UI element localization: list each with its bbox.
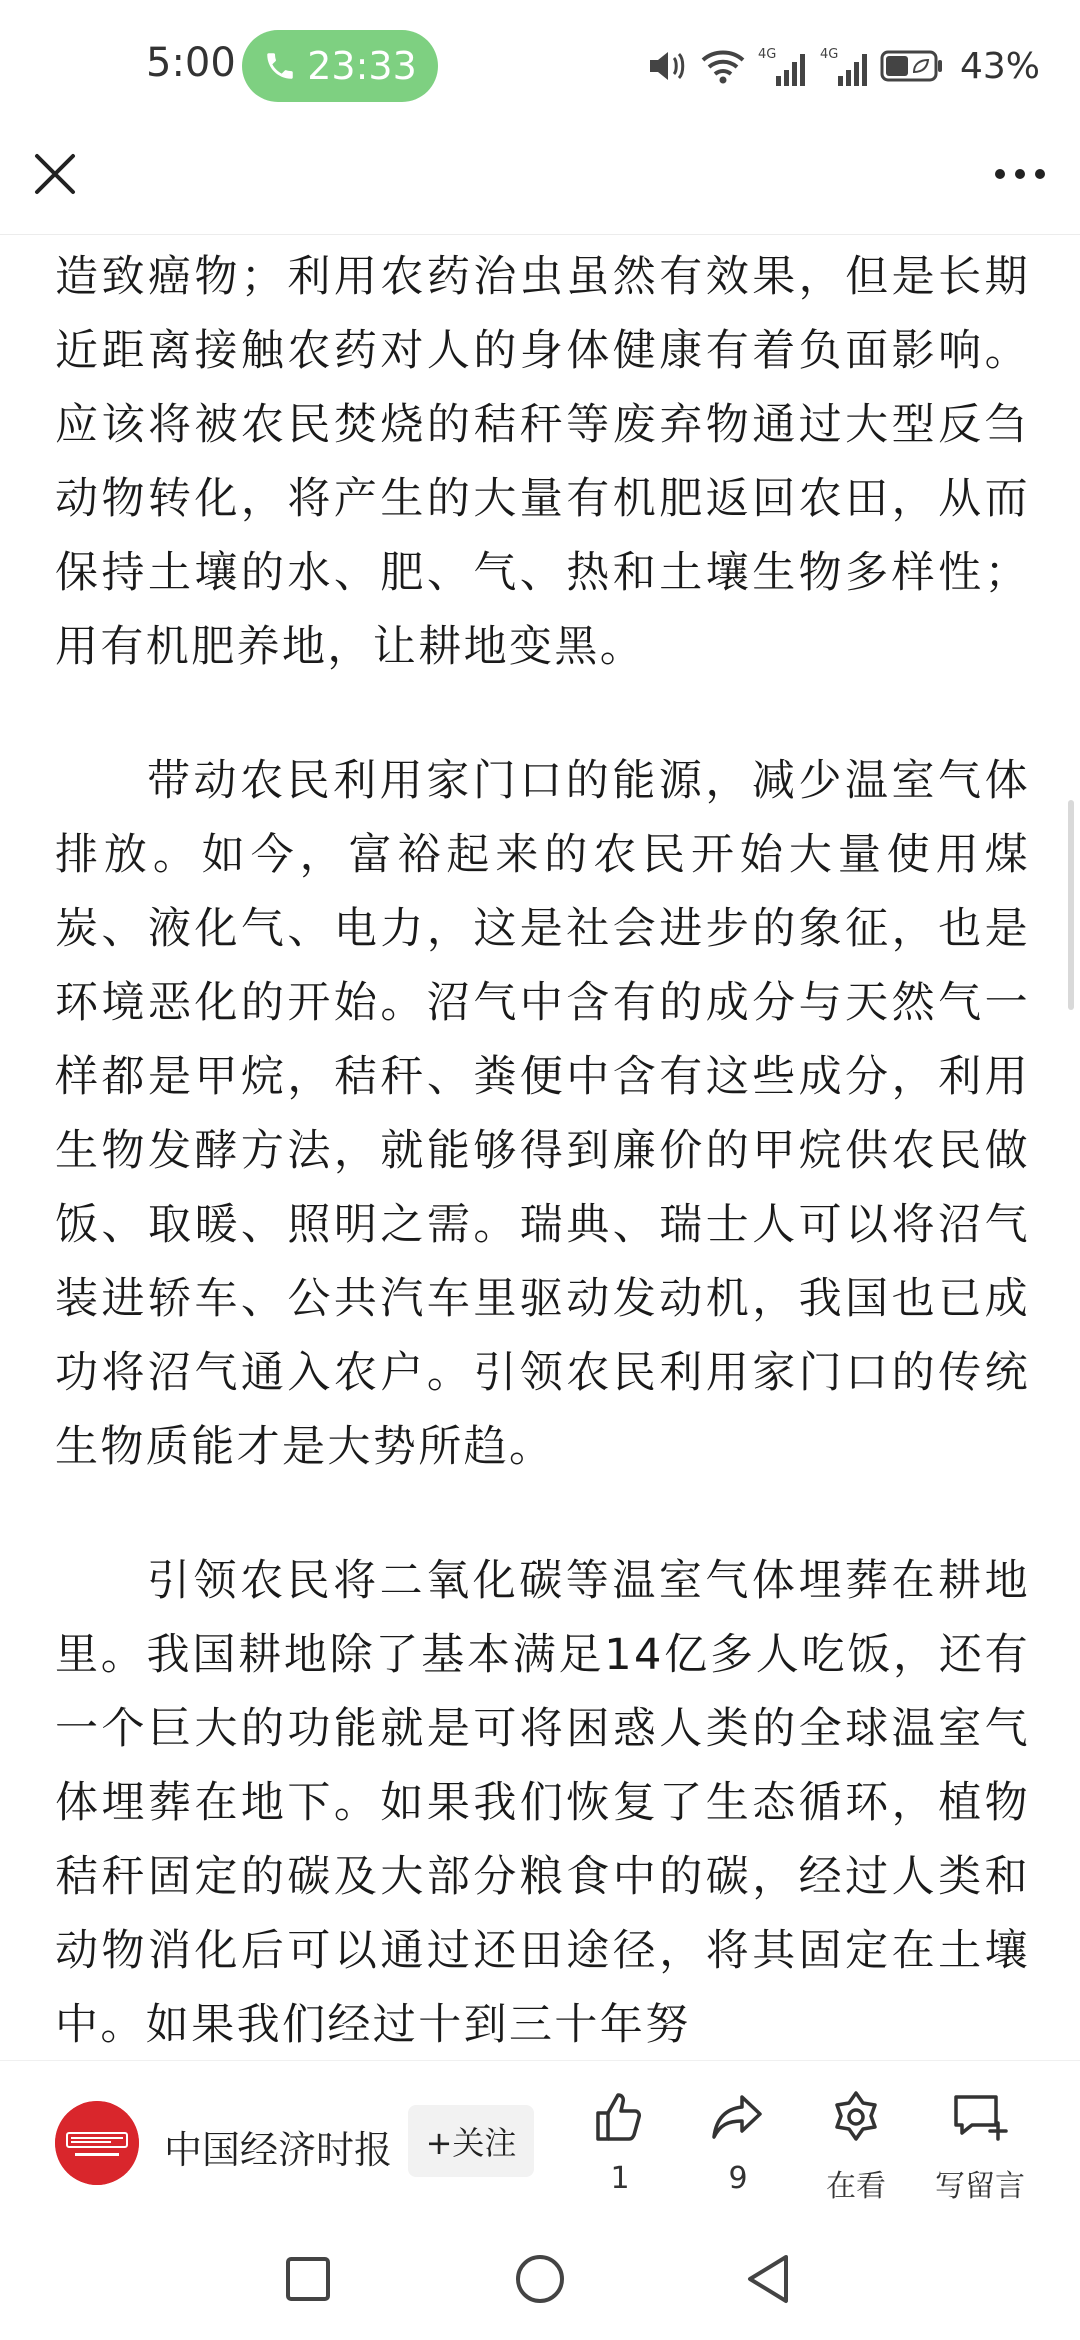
top-nav: [0, 135, 1080, 235]
system-nav-bar: [0, 2220, 1080, 2340]
watching-button[interactable]: [801, 2089, 911, 2209]
like-button[interactable]: [565, 2089, 675, 2209]
square-icon: [284, 2255, 332, 2303]
signal-icon-sim1: [756, 44, 808, 88]
recent-apps-button[interactable]: [273, 2244, 343, 2314]
speaker-icon: [646, 46, 690, 86]
article-paragraph: 带动农民利用家门口的能源，减少温室气体排放。如今，富裕起来的农民开始大量使用煤炭、液化气、电力，这是社会进步的象征，也是环境恶化的开始。沼气中含有的成分与天然气一样都是甲烷，秸秆、粪便中含有这些成分，利用生物发酵方法，就能够得到廉价的甲烷供农民做饭、取暖、照明之需。瑞典、瑞士人可以将沼气装进轿车、公共汽车里驱动发动机，我国也已成功将沼气通入农户。引领农民利用家门口的传统生物质能才是大势所趋。: [55, 756, 1030, 1472]
status-time: 5:00: [146, 40, 236, 86]
watching-label: 在看: [826, 2169, 886, 2204]
account-avatar[interactable]: [55, 2101, 139, 2185]
share-count: 9: [728, 2161, 748, 2196]
close-icon: [33, 152, 77, 196]
flower-icon: [828, 2089, 884, 2145]
call-duration: 23:33: [307, 44, 417, 88]
network-type-2: 4G: [819, 47, 839, 62]
newspaper-logo-icon: [55, 2101, 139, 2185]
circle-icon: [514, 2253, 566, 2305]
status-bar: [0, 0, 1080, 135]
battery-icon: [880, 48, 944, 84]
share-button[interactable]: [683, 2089, 793, 2209]
article-paragraph: 造致癌物；利用农药治虫虽然有效果，但是长期近距离接触农药对人的身体健康有着负面影响。应该将被农民焚烧的秸秆等废弃物通过大型反刍动物转化，将产生的大量有机肥返回农田，从而保持土壤的水、肥、气、热和土壤生物多样性；用有机肥养地，让耕地变黑。: [55, 252, 1030, 672]
more-dots-icon: [994, 168, 1046, 180]
write-comment-button[interactable]: [920, 2089, 1040, 2209]
ongoing-call-pill[interactable]: [242, 30, 438, 102]
comment-label: 写留言: [935, 2169, 1025, 2204]
triangle-back-icon: [744, 2253, 792, 2305]
thumbs-up-icon: [592, 2089, 648, 2145]
back-button[interactable]: [733, 2244, 803, 2314]
article-paragraph: 引领农民将二氧化碳等温室气体埋葬在耕地里。我国耕地除了基本满足14亿多人吃饭，还有一个巨大的功能就是可将困惑人类的全球温室气体埋葬在地下。如果我们恢复了生态循环，植物秸秆固定的碳及大部分粮食中的碳，经过人类和动物消化后可以通过还田途径，将其固定在土壤中。如果我们经过十到三十年努: [55, 1556, 1030, 2050]
wifi-icon: [700, 46, 746, 86]
status-icons: [646, 42, 1040, 90]
home-button[interactable]: [505, 2244, 575, 2314]
battery-percent: 43%: [959, 45, 1040, 87]
bottom-action-bar: [0, 2060, 1080, 2221]
comment-add-icon: [950, 2089, 1010, 2145]
nav-divider: [0, 234, 1080, 235]
close-button[interactable]: [24, 143, 86, 205]
share-arrow-icon: [710, 2089, 766, 2145]
article-body[interactable]: [55, 240, 1030, 2060]
signal-icon-sim2: [818, 44, 870, 88]
scrollbar-thumb[interactable]: [1068, 800, 1074, 1010]
network-type-1: 4G: [757, 47, 777, 62]
more-options-button[interactable]: [980, 143, 1060, 205]
account-name[interactable]: 中国经济时报: [164, 2128, 393, 2172]
like-count: 1: [610, 2161, 630, 2196]
phone-icon: [263, 49, 297, 83]
follow-button[interactable]: +关注: [408, 2105, 534, 2177]
